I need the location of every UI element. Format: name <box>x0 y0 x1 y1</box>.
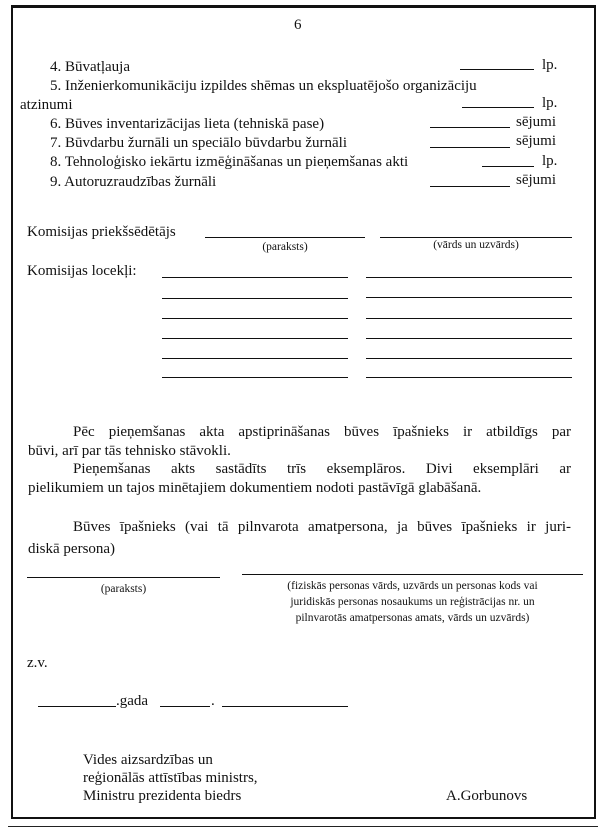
member-signature-line[interactable] <box>162 338 348 339</box>
item-9-blank[interactable] <box>430 186 510 187</box>
item-4-unit: lp. <box>542 57 558 73</box>
divider <box>8 826 598 827</box>
date-day-blank[interactable] <box>160 706 210 707</box>
item-5-cont: atzinumi <box>20 97 73 113</box>
item-4-blank[interactable] <box>460 69 534 70</box>
item-7: 7. Būvdarbu žurnāli un speciālo būvdarbu žurnāli <box>50 135 347 151</box>
item-6-blank[interactable] <box>430 127 510 128</box>
owner-details-caption-1: (fiziskās personas vārds, uzvārds un personas kods vai <box>287 580 538 592</box>
item-9-unit: sējumi <box>516 172 556 188</box>
date-day-line[interactable] <box>38 706 116 707</box>
signatory-line-2: reģionālās attīstības ministrs, <box>83 770 258 786</box>
paragraph-1-line-2: būvi, arī par tās tehnisko stāvokli. <box>28 443 231 459</box>
members-label: Komisijas locekļi: <box>27 263 137 279</box>
item-6: 6. Būves inventarizācijas lieta (tehniskā pase) <box>50 116 325 132</box>
signatory-line-1: Vides aizsardzības un <box>83 752 213 768</box>
date-year-suffix: .gada <box>116 693 149 709</box>
member-signature-line[interactable] <box>162 298 348 299</box>
member-name-line[interactable] <box>366 297 572 298</box>
chair-signature-caption: (paraksts) <box>262 241 308 253</box>
date-month-line[interactable] <box>222 706 348 707</box>
page-number: 6 <box>294 17 302 33</box>
owner-line-1: Būves īpašnieks (vai tā pilnvarota amatpersona, ja būves īpašnieks ir juri- <box>73 519 571 535</box>
item-6-unit: sējumi <box>516 114 556 130</box>
item-8-blank[interactable] <box>482 166 534 167</box>
paragraph-2-line-1: Pieņemšanas akts sastādīts trīs eksemplāros. Divi eksemplāri ar <box>73 461 571 477</box>
item-7-unit: sējumi <box>516 133 556 149</box>
member-name-line[interactable] <box>366 338 572 339</box>
owner-line-2: diskā persona) <box>28 541 116 557</box>
member-signature-line[interactable] <box>162 358 348 359</box>
owner-details-caption-3: pilnvarotās amatpersonas amats, vārds un uzvārds) <box>295 612 530 624</box>
date-dot: . <box>211 693 215 709</box>
owner-signature-line[interactable] <box>27 577 220 578</box>
paragraph-2-line-2: pielikumiem un tajos minētajiem dokumentiem nodoti pastāvīgā glabāšanā. <box>28 480 482 496</box>
item-8-unit: lp. <box>542 153 558 169</box>
member-name-line[interactable] <box>366 318 572 319</box>
item-8: 8. Tehnoloģisko iekārtu izmēģināšanas un pieņemšanas akti <box>50 154 409 170</box>
item-9: 9. Autoruzraudzības žurnāli <box>50 174 217 190</box>
item-5-unit: lp. <box>542 95 558 111</box>
item-4: 4. Būvatļauja <box>50 59 130 75</box>
signatory-line-3: Ministru prezidenta biedrs <box>83 788 242 804</box>
member-name-line[interactable] <box>366 277 572 278</box>
chair-name-caption: (vārds un uzvārds) <box>433 239 519 251</box>
member-signature-line[interactable] <box>162 377 348 378</box>
chair-signature-line[interactable] <box>205 237 365 238</box>
member-signature-line[interactable] <box>162 277 348 278</box>
paragraph-1-line-1: Pēc pieņemšanas akta apstiprināšanas būves īpašnieks ir atbildīgs par <box>73 424 571 440</box>
item-7-blank[interactable] <box>430 147 510 148</box>
item-5-blank[interactable] <box>462 107 534 108</box>
owner-details-caption-2: juridiskās personas nosaukums un reģistrācijas nr. un <box>290 596 535 608</box>
member-name-line[interactable] <box>366 358 572 359</box>
member-name-line[interactable] <box>366 377 572 378</box>
member-signature-line[interactable] <box>162 318 348 319</box>
item-5: 5. Inženierkomunikāciju izpildes shēmas un ekspluatējošo organizāciju <box>50 78 477 94</box>
chair-label: Komisijas priekšsēdētājs <box>27 224 176 240</box>
owner-details-line[interactable] <box>242 574 583 575</box>
signatory-name: A.Gorbunovs <box>446 788 528 804</box>
owner-signature-caption: (paraksts) <box>100 583 147 595</box>
seal-mark: z.v. <box>27 655 48 671</box>
